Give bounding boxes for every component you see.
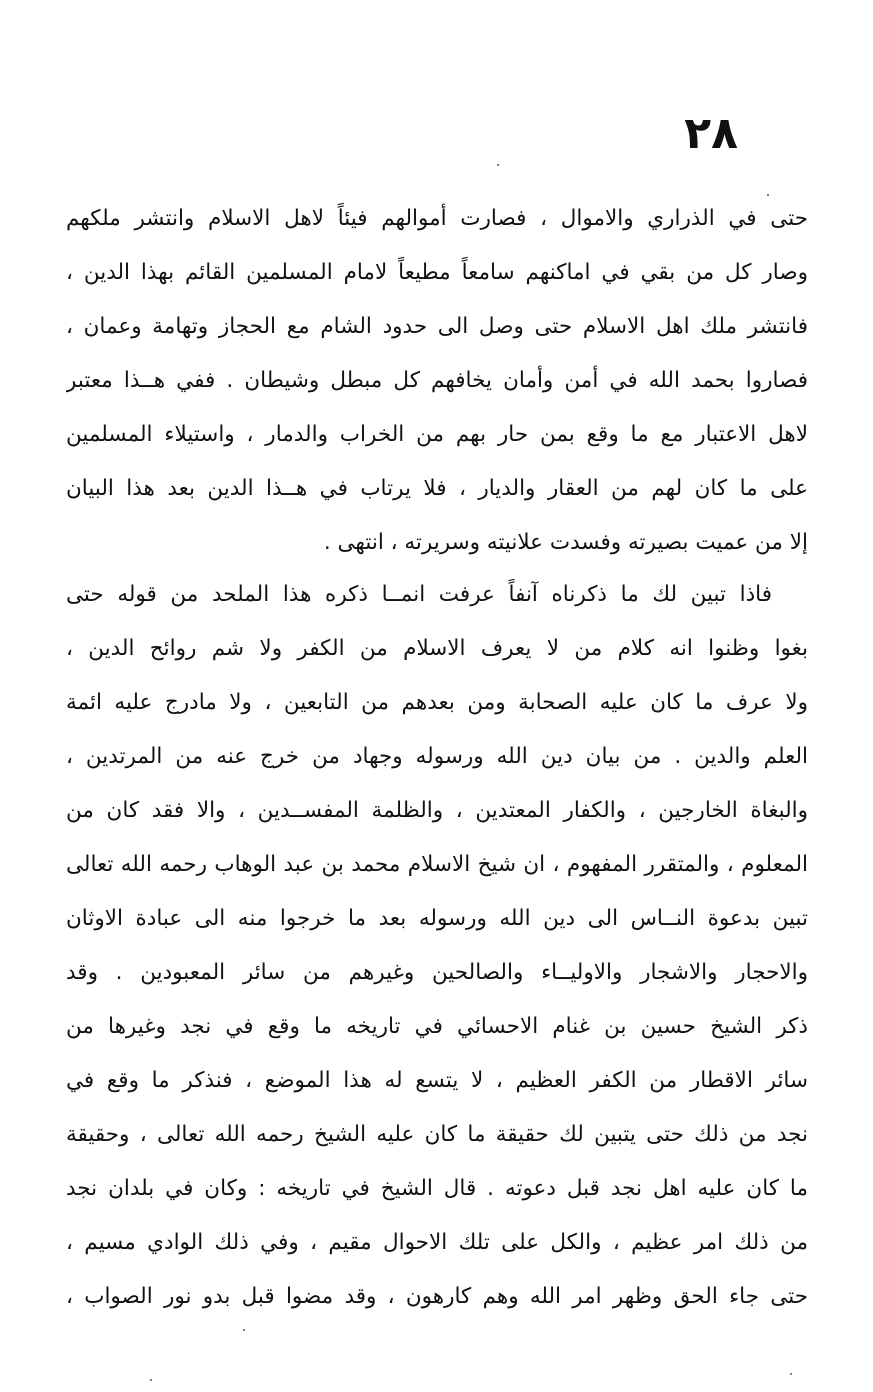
paragraph-2 <box>66 568 808 1324</box>
text-line: من ذلك امر عظيم ، والكل على تلك الاحوال مقيم ، وفي ذلك الوادي مسيم ، <box>66 1230 808 1255</box>
text-line: بغوا وظنوا انه كلام من لا يعرف الاسلام من الكفر ولا شم روائح الدين ، <box>66 636 808 661</box>
text-line: ما كان عليه اهل نجد قبل دعوته . قال الشيخ في تاريخه : وكان في بلدان نجد <box>66 1176 808 1201</box>
text-line: على ما كان لهم من العقار والديار ، فلا يرتاب في هــذا الدين بعد هذا البيان <box>66 476 808 501</box>
scan-speck <box>790 1373 792 1375</box>
scan-speck <box>767 194 769 196</box>
text-line: ولا عرف ما كان عليه الصحابة ومن بعدهم من التابعين ، ولا مادرج عليه ائمة <box>66 690 808 715</box>
scan-speck <box>150 1379 152 1381</box>
text-line: إلا من عميت بصيرته وفسدت علانيته وسريرته ، انتهى . <box>323 530 808 555</box>
text-line: لاهل الاعتبار مع ما وقع بمن حار بهم من الخراب والدمار ، واستيلاء المسلمين <box>66 422 808 447</box>
text-line: والبغاة الخارجين ، والكفار المعتدين ، والظلمة المفســدين ، والا فقد كان من <box>66 798 808 823</box>
text-line: نجد من ذلك حتى يتبين لك حقيقة ما كان عليه الشيخ رحمه الله تعالى ، وحقيقة <box>66 1122 808 1147</box>
text-line: وصار كل من بقي في اماكنهم سامعاً مطيعاً لامام المسلمين القائم بهذا الدين ، <box>66 260 808 285</box>
text-line: تبين بدعوة النــاس الى دين الله ورسوله بعد ما خرجوا منه الى عبادة الاوثان <box>66 906 808 931</box>
text-line: حتى في الذراري والاموال ، فصارت أموالهم فيئاً لاهل الاسلام وانتشر ملكهم <box>66 206 808 231</box>
text-line: ذكر الشيخ حسين بن غنام الاحسائي في تاريخه ما وقع في نجد وغيرها من <box>66 1014 808 1039</box>
text-line: العلم والدين . من بيان دين الله ورسوله وجهاد من خرج عنه من المرتدين ، <box>66 744 808 769</box>
paragraph-1 <box>66 192 808 570</box>
text-line: فصاروا بحمد الله في أمن وأمان يخافهم كل مبطل وشيطان . ففي هــذا معتبر <box>66 368 808 393</box>
text-line: حتى جاء الحق وظهر امر الله وهم كارهون ، وقد مضوا قبل بدو نور الصواب ، <box>66 1284 808 1309</box>
text-line: والاحجار والاشجار والاوليــاء والصالحين وغيرهم من سائر المعبودين . وقد <box>66 960 808 985</box>
text-line: سائر الاقطار من الكفر العظيم ، لا يتسع له هذا الموضع ، فنذكر ما وقع في <box>66 1068 808 1093</box>
scan-speck <box>243 1329 245 1331</box>
text-line: فاذا تبين لك ما ذكرناه آنفاً عرفت انمــا ذكره هذا الملحد من قوله حتى <box>66 582 772 607</box>
scan-speck <box>497 164 499 166</box>
text-line: فانتشر ملك اهل الاسلام حتى وصل الى حدود الشام مع الحجاز وتهامة وعمان ، <box>66 314 808 339</box>
page-number: ٢٨ <box>684 108 738 159</box>
text-line: المعلوم ، والمتقرر المفهوم ، ان شيخ الاسلام محمد بن عبد الوهاب رحمه الله تعالى <box>66 852 808 877</box>
